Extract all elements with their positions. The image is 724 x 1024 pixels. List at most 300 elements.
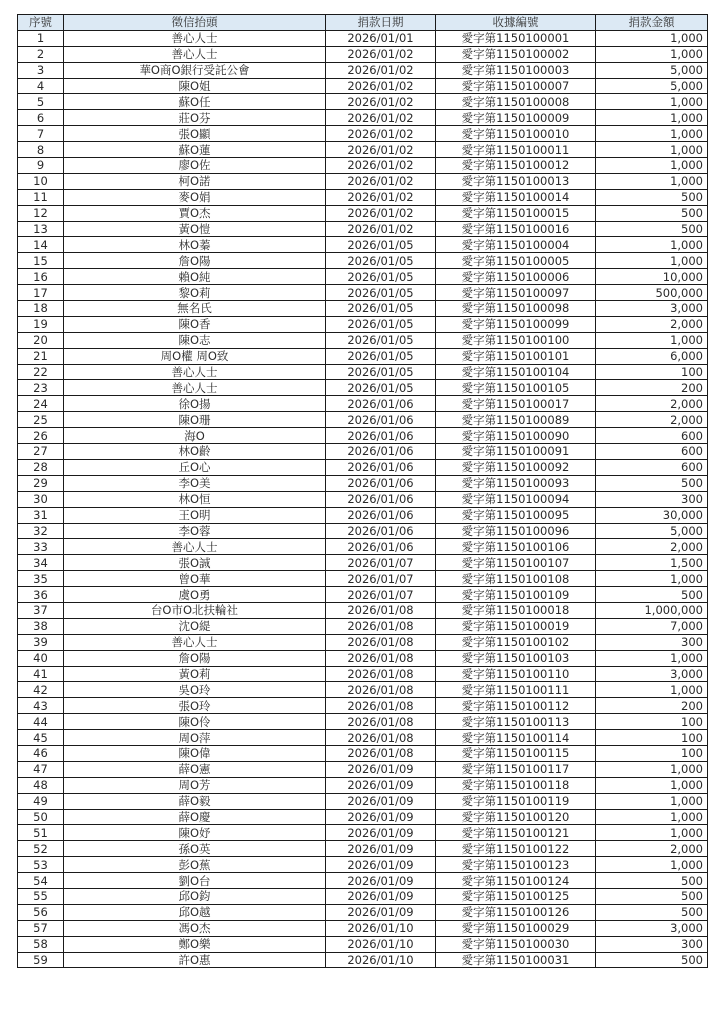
cell-date: 2026/01/06 (326, 396, 436, 412)
cell-name: 陳O姐 (64, 78, 326, 94)
cell-seq: 56 (18, 904, 64, 920)
cell-date: 2026/01/08 (326, 618, 436, 634)
cell-receipt: 愛字第1150100096 (436, 523, 596, 539)
cell-name: 陳O志 (64, 332, 326, 348)
table-row (18, 110, 708, 126)
cell-name: 邱O越 (64, 904, 326, 920)
cell-receipt: 愛字第1150100102 (436, 634, 596, 650)
cell-date: 2026/01/08 (326, 650, 436, 666)
cell-name: 林O蓁 (64, 237, 326, 253)
cell-receipt: 愛字第1150100006 (436, 269, 596, 285)
cell-receipt: 愛字第1150100110 (436, 666, 596, 682)
cell-amount: 1,000 (596, 857, 708, 873)
cell-date: 2026/01/05 (326, 316, 436, 332)
cell-seq: 7 (18, 126, 64, 142)
cell-name: 薛O慶 (64, 809, 326, 825)
table-row (18, 571, 708, 587)
cell-name: 麥O娟 (64, 189, 326, 205)
table-row (18, 30, 708, 46)
cell-seq: 28 (18, 459, 64, 475)
table-row (18, 714, 708, 730)
cell-date: 2026/01/09 (326, 809, 436, 825)
cell-receipt: 愛字第1150100109 (436, 587, 596, 603)
cell-amount: 1,000 (596, 825, 708, 841)
cell-name: 虞O勇 (64, 587, 326, 603)
cell-date: 2026/01/08 (326, 682, 436, 698)
cell-date: 2026/01/02 (326, 173, 436, 189)
cell-amount: 600 (596, 459, 708, 475)
cell-name: 彭O蕉 (64, 857, 326, 873)
cell-receipt: 愛字第1150100090 (436, 428, 596, 444)
cell-receipt: 愛字第1150100099 (436, 316, 596, 332)
cell-receipt: 愛字第1150100126 (436, 904, 596, 920)
cell-amount: 3,000 (596, 301, 708, 317)
cell-seq: 15 (18, 253, 64, 269)
cell-date: 2026/01/06 (326, 507, 436, 523)
cell-date: 2026/01/06 (326, 539, 436, 555)
cell-name: 詹O陽 (64, 650, 326, 666)
cell-amount: 2,000 (596, 316, 708, 332)
cell-seq: 34 (18, 555, 64, 571)
cell-amount: 1,500 (596, 555, 708, 571)
cell-name: 無名氏 (64, 301, 326, 317)
cell-seq: 12 (18, 205, 64, 221)
cell-name: 蘇O任 (64, 94, 326, 110)
table-row (18, 825, 708, 841)
cell-date: 2026/01/09 (326, 857, 436, 873)
cell-seq: 36 (18, 587, 64, 603)
table-row (18, 650, 708, 666)
cell-date: 2026/01/09 (326, 777, 436, 793)
cell-seq: 9 (18, 158, 64, 174)
cell-seq: 16 (18, 269, 64, 285)
cell-receipt: 愛字第1150100030 (436, 936, 596, 952)
cell-amount: 1,000 (596, 809, 708, 825)
cell-amount: 100 (596, 714, 708, 730)
cell-name: 陳O伶 (64, 714, 326, 730)
cell-receipt: 愛字第1150100012 (436, 158, 596, 174)
cell-date: 2026/01/01 (326, 30, 436, 46)
cell-amount: 1,000 (596, 761, 708, 777)
cell-seq: 26 (18, 428, 64, 444)
table-row (18, 920, 708, 936)
table-row (18, 221, 708, 237)
cell-name: 鄭O樂 (64, 936, 326, 952)
cell-date: 2026/01/07 (326, 587, 436, 603)
table-row (18, 491, 708, 507)
header-date: 捐款日期 (326, 15, 436, 31)
cell-date: 2026/01/09 (326, 825, 436, 841)
table-row (18, 618, 708, 634)
cell-amount: 300 (596, 491, 708, 507)
table-row (18, 634, 708, 650)
cell-date: 2026/01/02 (326, 205, 436, 221)
cell-date: 2026/01/02 (326, 142, 436, 158)
cell-amount: 300 (596, 634, 708, 650)
table-row (18, 682, 708, 698)
cell-seq: 27 (18, 444, 64, 460)
table-row (18, 78, 708, 94)
cell-receipt: 愛字第1150100018 (436, 602, 596, 618)
cell-receipt: 愛字第1150100007 (436, 78, 596, 94)
cell-receipt: 愛字第1150100016 (436, 221, 596, 237)
cell-seq: 59 (18, 952, 64, 968)
header-row (18, 15, 708, 31)
cell-date: 2026/01/09 (326, 888, 436, 904)
cell-amount: 500 (596, 221, 708, 237)
table-row (18, 94, 708, 110)
cell-receipt: 愛字第1150100001 (436, 30, 596, 46)
cell-receipt: 愛字第1150100125 (436, 888, 596, 904)
cell-seq: 40 (18, 650, 64, 666)
cell-date: 2026/01/09 (326, 761, 436, 777)
cell-receipt: 愛字第1150100091 (436, 444, 596, 460)
table-row (18, 412, 708, 428)
cell-receipt: 愛字第1150100118 (436, 777, 596, 793)
cell-receipt: 愛字第1150100122 (436, 841, 596, 857)
cell-seq: 4 (18, 78, 64, 94)
cell-amount: 30,000 (596, 507, 708, 523)
table-row (18, 666, 708, 682)
table-row (18, 904, 708, 920)
table-row (18, 364, 708, 380)
cell-seq: 35 (18, 571, 64, 587)
cell-amount: 2,000 (596, 539, 708, 555)
cell-date: 2026/01/02 (326, 126, 436, 142)
cell-seq: 47 (18, 761, 64, 777)
cell-receipt: 愛字第1150100108 (436, 571, 596, 587)
cell-date: 2026/01/05 (326, 348, 436, 364)
cell-date: 2026/01/10 (326, 952, 436, 968)
cell-date: 2026/01/05 (326, 380, 436, 396)
cell-amount: 6,000 (596, 348, 708, 364)
cell-amount: 2,000 (596, 841, 708, 857)
cell-amount: 200 (596, 380, 708, 396)
cell-seq: 29 (18, 475, 64, 491)
cell-amount: 1,000 (596, 126, 708, 142)
cell-name: 賴O純 (64, 269, 326, 285)
cell-amount: 7,000 (596, 618, 708, 634)
table-row (18, 380, 708, 396)
cell-receipt: 愛字第1150100113 (436, 714, 596, 730)
cell-name: 善心人士 (64, 30, 326, 46)
cell-seq: 50 (18, 809, 64, 825)
cell-date: 2026/01/05 (326, 269, 436, 285)
cell-date: 2026/01/06 (326, 459, 436, 475)
cell-seq: 8 (18, 142, 64, 158)
table-row (18, 539, 708, 555)
cell-date: 2026/01/02 (326, 94, 436, 110)
cell-name: 許O惠 (64, 952, 326, 968)
cell-receipt: 愛字第1150100089 (436, 412, 596, 428)
cell-date: 2026/01/08 (326, 698, 436, 714)
cell-amount: 1,000 (596, 110, 708, 126)
cell-name: 詹O陽 (64, 253, 326, 269)
table-row (18, 936, 708, 952)
cell-receipt: 愛字第1150100105 (436, 380, 596, 396)
table-row (18, 348, 708, 364)
cell-amount: 500 (596, 904, 708, 920)
donation-table (17, 14, 708, 968)
cell-name: 薛O憲 (64, 761, 326, 777)
cell-date: 2026/01/06 (326, 523, 436, 539)
cell-name: 王O明 (64, 507, 326, 523)
cell-amount: 100 (596, 730, 708, 746)
cell-seq: 33 (18, 539, 64, 555)
cell-name: 李O蓉 (64, 523, 326, 539)
cell-receipt: 愛字第1150100011 (436, 142, 596, 158)
cell-seq: 43 (18, 698, 64, 714)
cell-receipt: 愛字第1150100119 (436, 793, 596, 809)
cell-seq: 14 (18, 237, 64, 253)
cell-amount: 200 (596, 698, 708, 714)
cell-seq: 37 (18, 602, 64, 618)
cell-receipt: 愛字第1150100017 (436, 396, 596, 412)
cell-date: 2026/01/10 (326, 920, 436, 936)
cell-amount: 1,000 (596, 142, 708, 158)
cell-seq: 23 (18, 380, 64, 396)
cell-seq: 19 (18, 316, 64, 332)
cell-date: 2026/01/05 (326, 285, 436, 301)
cell-seq: 24 (18, 396, 64, 412)
cell-receipt: 愛字第1150100092 (436, 459, 596, 475)
table-row (18, 507, 708, 523)
header-seq: 序號 (18, 15, 64, 31)
cell-name: 善心人士 (64, 364, 326, 380)
cell-amount: 3,000 (596, 666, 708, 682)
header-receipt: 收據編號 (436, 15, 596, 31)
cell-name: 張O顯 (64, 126, 326, 142)
cell-amount: 500 (596, 888, 708, 904)
cell-seq: 5 (18, 94, 64, 110)
table-header (18, 15, 708, 31)
cell-name: 柯O諾 (64, 173, 326, 189)
table-row (18, 888, 708, 904)
cell-receipt: 愛字第1150100015 (436, 205, 596, 221)
cell-amount: 1,000 (596, 237, 708, 253)
cell-amount: 1,000 (596, 94, 708, 110)
table-row (18, 158, 708, 174)
cell-receipt: 愛字第1150100014 (436, 189, 596, 205)
cell-receipt: 愛字第1150100120 (436, 809, 596, 825)
cell-seq: 6 (18, 110, 64, 126)
cell-seq: 48 (18, 777, 64, 793)
cell-name: 丘O心 (64, 459, 326, 475)
table-row (18, 602, 708, 618)
table-row (18, 396, 708, 412)
cell-amount: 1,000 (596, 253, 708, 269)
cell-seq: 55 (18, 888, 64, 904)
table-row (18, 316, 708, 332)
cell-date: 2026/01/09 (326, 793, 436, 809)
cell-amount: 100 (596, 364, 708, 380)
cell-amount: 1,000,000 (596, 602, 708, 618)
cell-receipt: 愛字第1150100008 (436, 94, 596, 110)
cell-seq: 32 (18, 523, 64, 539)
cell-date: 2026/01/05 (326, 237, 436, 253)
cell-amount: 2,000 (596, 396, 708, 412)
cell-seq: 17 (18, 285, 64, 301)
cell-name: 周O權 周O致 (64, 348, 326, 364)
cell-date: 2026/01/05 (326, 364, 436, 380)
cell-amount: 3,000 (596, 920, 708, 936)
cell-date: 2026/01/02 (326, 158, 436, 174)
table-row (18, 173, 708, 189)
cell-name: 林O恒 (64, 491, 326, 507)
cell-seq: 22 (18, 364, 64, 380)
cell-name: 張O玲 (64, 698, 326, 714)
cell-name: 廖O佐 (64, 158, 326, 174)
cell-name: 李O美 (64, 475, 326, 491)
cell-seq: 25 (18, 412, 64, 428)
cell-date: 2026/01/08 (326, 666, 436, 682)
cell-receipt: 愛字第1150100005 (436, 253, 596, 269)
cell-amount: 1,000 (596, 173, 708, 189)
cell-name: 陳O偉 (64, 745, 326, 761)
cell-amount: 100 (596, 745, 708, 761)
cell-name: 徐O揚 (64, 396, 326, 412)
cell-seq: 11 (18, 189, 64, 205)
cell-amount: 500 (596, 205, 708, 221)
cell-receipt: 愛字第1150100123 (436, 857, 596, 873)
cell-receipt: 愛字第1150100095 (436, 507, 596, 523)
cell-name: 周O芳 (64, 777, 326, 793)
cell-date: 2026/01/02 (326, 189, 436, 205)
cell-date: 2026/01/09 (326, 904, 436, 920)
cell-receipt: 愛字第1150100010 (436, 126, 596, 142)
cell-date: 2026/01/02 (326, 78, 436, 94)
cell-date: 2026/01/05 (326, 332, 436, 348)
table-row (18, 523, 708, 539)
table-row (18, 142, 708, 158)
cell-name: 劉O台 (64, 873, 326, 889)
cell-seq: 1 (18, 30, 64, 46)
cell-receipt: 愛字第1150100009 (436, 110, 596, 126)
cell-date: 2026/01/02 (326, 221, 436, 237)
cell-receipt: 愛字第1150100101 (436, 348, 596, 364)
table-row (18, 777, 708, 793)
table-body (18, 30, 708, 968)
cell-date: 2026/01/09 (326, 841, 436, 857)
cell-receipt: 愛字第1150100117 (436, 761, 596, 777)
cell-seq: 58 (18, 936, 64, 952)
cell-name: 張O誠 (64, 555, 326, 571)
cell-name: 邱O鈞 (64, 888, 326, 904)
cell-name: 陳O珊 (64, 412, 326, 428)
cell-seq: 18 (18, 301, 64, 317)
cell-amount: 600 (596, 444, 708, 460)
cell-date: 2026/01/10 (326, 936, 436, 952)
cell-receipt: 愛字第1150100103 (436, 650, 596, 666)
cell-name: 曾O華 (64, 571, 326, 587)
cell-seq: 42 (18, 682, 64, 698)
cell-date: 2026/01/02 (326, 110, 436, 126)
table-row (18, 459, 708, 475)
cell-date: 2026/01/05 (326, 253, 436, 269)
table-row (18, 269, 708, 285)
cell-seq: 45 (18, 730, 64, 746)
cell-amount: 1,000 (596, 793, 708, 809)
cell-seq: 46 (18, 745, 64, 761)
cell-name: 海O (64, 428, 326, 444)
table-row (18, 587, 708, 603)
cell-date: 2026/01/02 (326, 62, 436, 78)
cell-date: 2026/01/06 (326, 412, 436, 428)
cell-receipt: 愛字第1150100094 (436, 491, 596, 507)
cell-receipt: 愛字第1150100111 (436, 682, 596, 698)
cell-amount: 1,000 (596, 46, 708, 62)
cell-name: 善心人士 (64, 634, 326, 650)
cell-seq: 38 (18, 618, 64, 634)
cell-date: 2026/01/08 (326, 714, 436, 730)
table-row (18, 301, 708, 317)
table-row (18, 698, 708, 714)
cell-name: 孫O英 (64, 841, 326, 857)
cell-name: 善心人士 (64, 539, 326, 555)
cell-receipt: 愛字第1150100003 (436, 62, 596, 78)
cell-date: 2026/01/07 (326, 555, 436, 571)
table-row (18, 857, 708, 873)
table-row (18, 475, 708, 491)
cell-receipt: 愛字第1150100093 (436, 475, 596, 491)
cell-name: 莊O芬 (64, 110, 326, 126)
table-row (18, 189, 708, 205)
cell-seq: 3 (18, 62, 64, 78)
header-name: 徵信抬頭 (64, 15, 326, 31)
table-row (18, 809, 708, 825)
header-amount: 捐款金額 (596, 15, 708, 31)
table-row (18, 332, 708, 348)
cell-receipt: 愛字第1150100104 (436, 364, 596, 380)
cell-date: 2026/01/08 (326, 730, 436, 746)
cell-receipt: 愛字第1150100121 (436, 825, 596, 841)
cell-amount: 500 (596, 587, 708, 603)
cell-date: 2026/01/06 (326, 475, 436, 491)
cell-seq: 57 (18, 920, 64, 936)
table-row (18, 555, 708, 571)
cell-name: 周O萍 (64, 730, 326, 746)
cell-seq: 30 (18, 491, 64, 507)
cell-name: 善心人士 (64, 46, 326, 62)
cell-receipt: 愛字第1150100013 (436, 173, 596, 189)
cell-date: 2026/01/08 (326, 745, 436, 761)
cell-amount: 2,000 (596, 412, 708, 428)
cell-seq: 41 (18, 666, 64, 682)
cell-amount: 1,000 (596, 158, 708, 174)
cell-receipt: 愛字第1150100114 (436, 730, 596, 746)
cell-name: 吳O玲 (64, 682, 326, 698)
table-row (18, 793, 708, 809)
cell-seq: 52 (18, 841, 64, 857)
cell-receipt: 愛字第1150100031 (436, 952, 596, 968)
cell-seq: 21 (18, 348, 64, 364)
cell-amount: 300 (596, 936, 708, 952)
cell-seq: 54 (18, 873, 64, 889)
cell-amount: 1,000 (596, 682, 708, 698)
cell-amount: 600 (596, 428, 708, 444)
cell-receipt: 愛字第1150100100 (436, 332, 596, 348)
cell-seq: 10 (18, 173, 64, 189)
cell-name: 黃O莉 (64, 666, 326, 682)
cell-amount: 1,000 (596, 332, 708, 348)
cell-receipt: 愛字第1150100115 (436, 745, 596, 761)
cell-name: 台O市O北扶輪社 (64, 602, 326, 618)
cell-name: 蘇O蓮 (64, 142, 326, 158)
cell-receipt: 愛字第1150100106 (436, 539, 596, 555)
cell-receipt: 愛字第1150100112 (436, 698, 596, 714)
cell-name: 林O齡 (64, 444, 326, 460)
table-row (18, 745, 708, 761)
